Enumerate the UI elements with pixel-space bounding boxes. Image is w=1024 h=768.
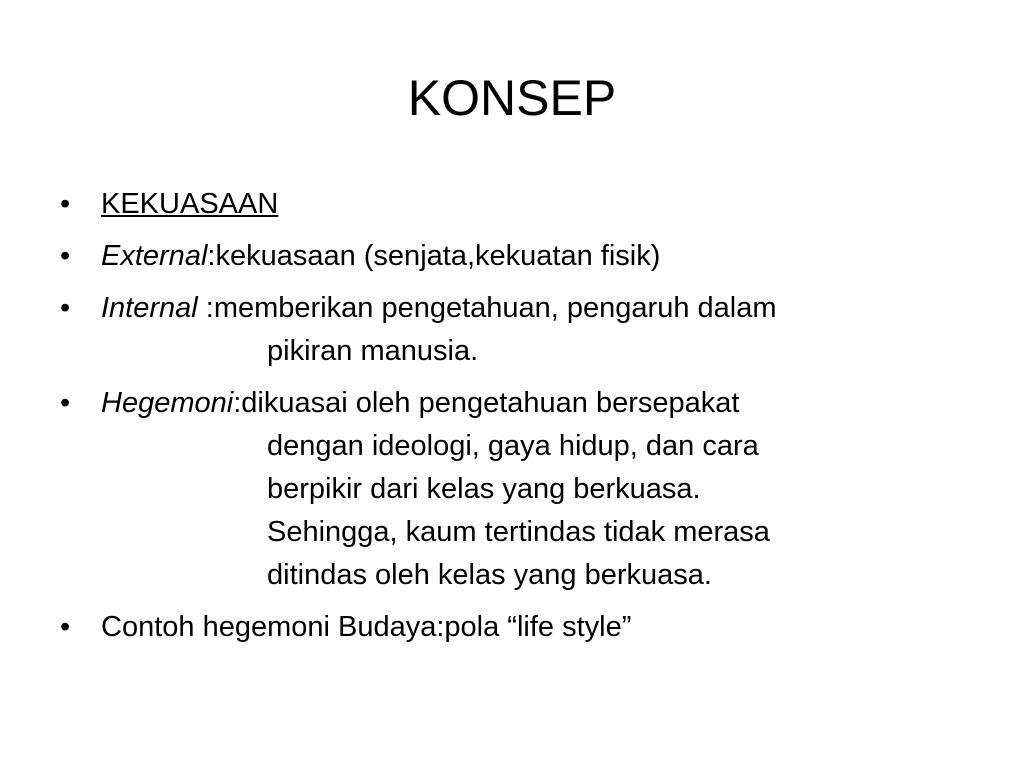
bullet-icon: •: [60, 611, 71, 643]
bullet-item-hegemoni: [60, 382, 980, 597]
bullet-line: [101, 183, 980, 226]
bullet-item-contoh: [60, 606, 980, 649]
bullet-text: :memberikan pengetahuan, pengaruh dalam: [197, 292, 777, 324]
bullet-term: KEKUASAAN: [101, 188, 279, 220]
bullet-list: [60, 183, 980, 658]
bullet-text: :dikuasai oleh pengetahuan bersepakat: [233, 387, 740, 419]
bullet-term: External: [101, 240, 208, 272]
bullet-continuation-line: Sehingga, kaum tertindas tidak merasa: [267, 516, 770, 548]
bullet-line: [101, 235, 980, 278]
bullet-item-external: [60, 235, 980, 278]
slide-title: KONSEP: [407, 70, 617, 126]
bullet-item-kekuasaan: [60, 183, 980, 226]
bullet-continuation-line: berpikir dari kelas yang berkuasa.: [267, 473, 701, 505]
bullet-text: :kekuasaan (senjata,kekuatan fisik): [207, 240, 661, 272]
bullet-line: [101, 287, 980, 330]
bullet-icon: •: [60, 292, 71, 324]
bullet-term: Hegemoni: [101, 387, 234, 419]
bullet-continuation-line: pikiran manusia.: [267, 335, 479, 367]
bullet-line: Contoh hegemoni Budaya:pola “life style”: [101, 611, 632, 643]
bullet-continuation-line: dengan ideologi, gaya hidup, dan cara: [267, 430, 759, 462]
bullet-item-internal: [60, 287, 980, 373]
bullet-icon: •: [60, 188, 71, 220]
bullet-continuation-line: ditindas oleh kelas yang berkuasa.: [267, 559, 712, 591]
bullet-line: [101, 382, 980, 425]
bullet-term: Internal: [101, 292, 198, 324]
bullet-icon: •: [60, 387, 71, 419]
bullet-icon: •: [60, 240, 71, 272]
